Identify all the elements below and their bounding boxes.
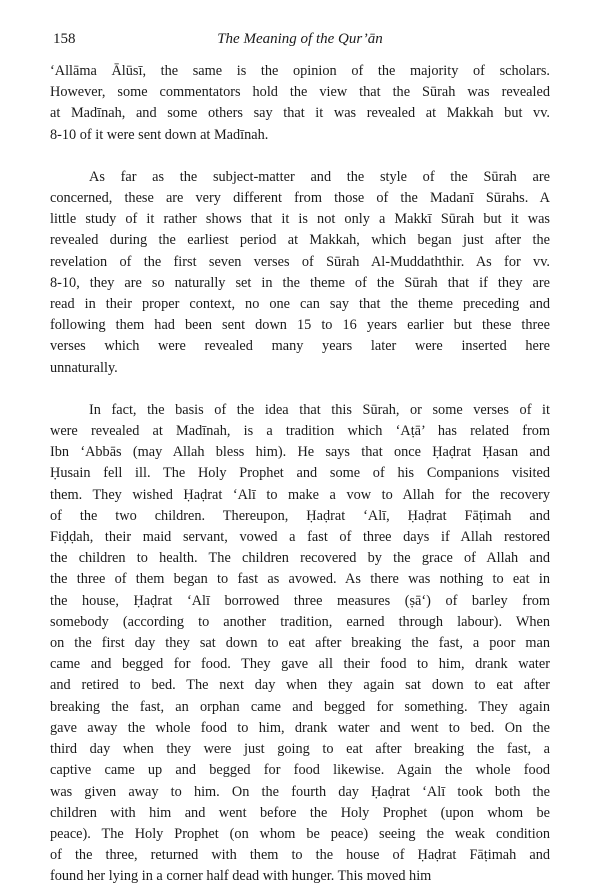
text-line: children with him and went before the Holy Prophet (upon whom be xyxy=(50,804,550,821)
text-line: revelation of the first seven verses of Sūrah Al-Muddaththir. As for vv. xyxy=(50,253,550,270)
text-line: found her lying in a corner half dead with hunger. This moved him xyxy=(50,868,432,885)
text-line: read in their proper context, no one can say that the theme preceding and xyxy=(50,296,550,313)
text-line: the house, Ḥaḍrat ‘Alī borrowed three measures (ṣā‘) of barley from xyxy=(50,592,550,609)
paragraph-gap xyxy=(50,146,550,167)
paragraph-3 xyxy=(50,400,550,888)
paragraph-gap xyxy=(50,379,550,400)
text-line: on the first day they sat down to eat after breaking the fast, a poor man xyxy=(50,635,550,652)
text-line: of the two children. Thereupon, Ḥaḍrat ‘Alī, Ḥaḍrat Fāṭimah and xyxy=(50,507,550,524)
text-line: 8-10, they are so naturally set in the theme of the Sūrah that if they are xyxy=(50,274,550,291)
text-line: Ibn ‘Abbās (may Allah bless him). He says that once Ḥaḍrat Ḥasan and xyxy=(50,444,550,461)
text-line: little study of it rather shows that it is not only a Makkī Sūrah but it was xyxy=(50,211,550,228)
text-line: captive came up and begged for food likewise. Again the whole food xyxy=(50,762,550,779)
page-header xyxy=(50,28,550,50)
page-number: 158 xyxy=(53,31,76,47)
paragraph-2 xyxy=(50,167,550,379)
text-line: ‘Allāma Ālūsī, the same is the opinion of the majority of scholars. xyxy=(50,63,550,79)
paragraph-1 xyxy=(50,61,550,146)
text-line: them. They wished Ḥaḍrat ‘Alī to make a vow to Allah for the recovery xyxy=(50,486,550,503)
text-line: the children to health. The children recovered by the grace of Allah and xyxy=(50,550,550,567)
text-line: and retired to bed. The next day when they again sat down to eat after xyxy=(50,677,550,694)
text-line: at Madīnah, and some others say that it was revealed at Makkah but vv. xyxy=(50,105,550,122)
text-line: somebody (according to another tradition, earned through labour). When xyxy=(50,613,550,630)
text-line: the three of them began to fast as avowed. As there was nothing to eat in xyxy=(50,571,550,588)
text-line: However, some commentators hold the view that the Sūrah was revealed xyxy=(50,84,550,101)
text-line: peace). The Holy Prophet (on whom be peace) seeing the weak condition xyxy=(50,825,550,842)
text-line: revealed during the earliest period at Makkah, which began just after the xyxy=(50,232,550,249)
text-line: concerned, these are very different from those of the Madanī Sūrahs. A xyxy=(50,190,550,207)
text-line: came and begged for food. They gave all their food to him, drank water xyxy=(50,656,550,673)
text-line: In fact, the basis of the idea that this Sūrah, or some verses of it xyxy=(89,401,550,418)
text-line: 8-10 of it were sent down at Madīnah. xyxy=(50,126,269,143)
text-line: was given away to him. On the fourth day Ḥaḍrat ‘Alī took both the xyxy=(50,783,550,800)
text-line: Fiḍḍah, their maid servant, vowed a fast of three days if Allah restored xyxy=(50,529,550,546)
text-line: third day when they were just going to eat after breaking the fast, a xyxy=(50,741,550,758)
text-line: breaking the fast, an orphan came and begged for something. They again xyxy=(50,698,550,715)
body-text xyxy=(50,61,550,888)
text-line: As far as the subject-matter and the style of the Sūrah are xyxy=(89,168,550,185)
running-title: The Meaning of the Qur’ān xyxy=(217,31,383,47)
text-line: following them had been sent down 15 to 16 years earlier but these three xyxy=(50,317,550,334)
text-line: of the three, returned with them to the house of Ḥaḍrat Fāṭimah and xyxy=(50,847,550,864)
text-line: gave away the whole food to him, drank water and went to bed. On the xyxy=(50,719,550,736)
text-line: verses which were revealed many years later were inserted here xyxy=(50,338,550,355)
text-line: Ḥusain fell ill. The Holy Prophet and some of his Companions visited xyxy=(50,465,550,482)
text-line: were revealed at Madīnah, is a tradition which ‘Aṭā’ has related from xyxy=(50,423,550,440)
text-line: unnaturally. xyxy=(50,359,118,376)
